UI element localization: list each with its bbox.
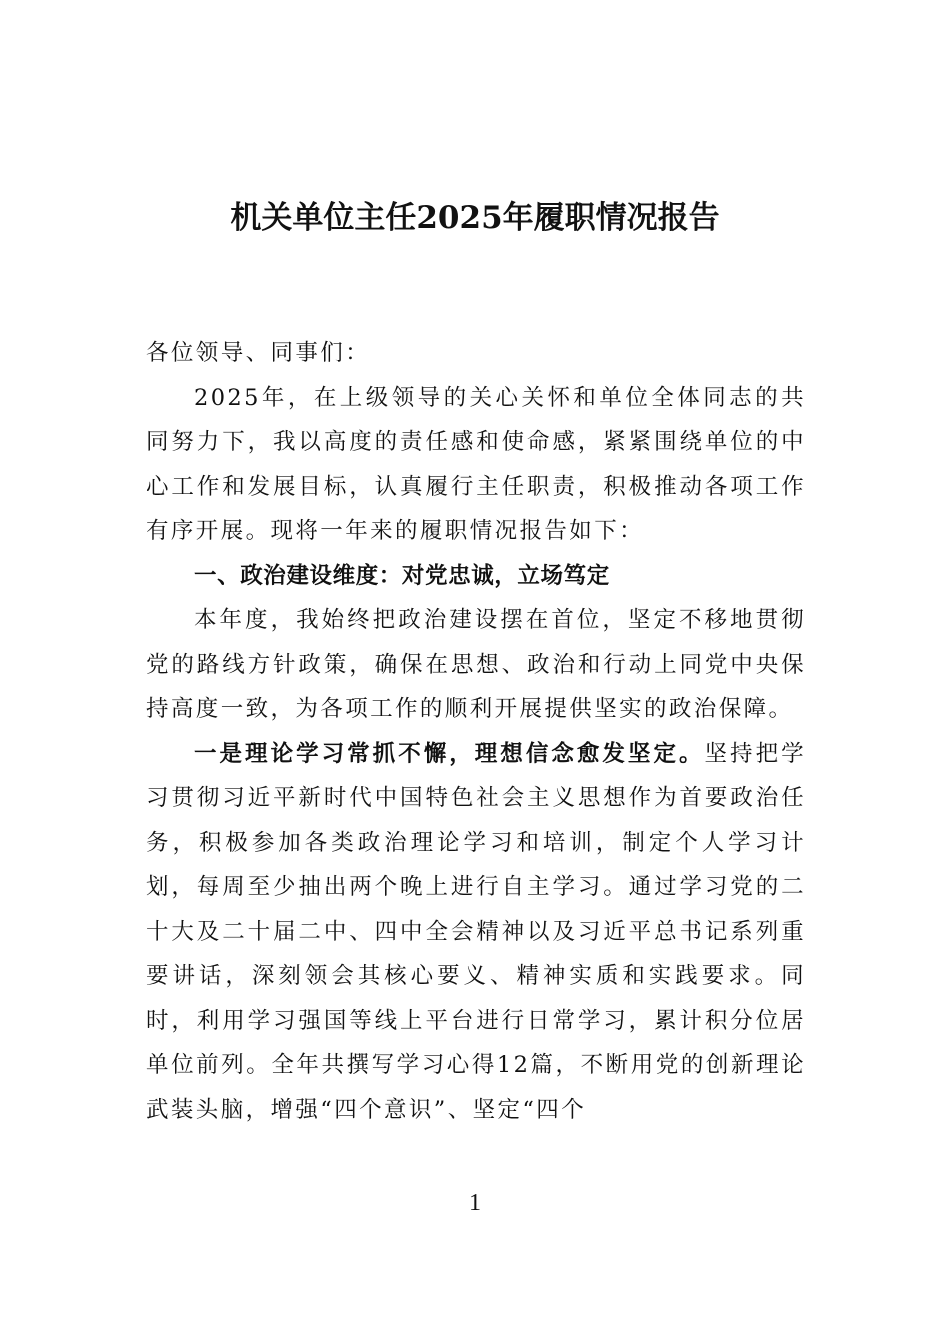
- intro-paragraph: 2025年，在上级领导的关心关怀和单位全体同志的共同努力下，我以高度的责任感和使命感，紧紧围绕单位的中心工作和发展目标，认真履行主任职责，积极推动各项工作有序开展。现将一年来的履职情况报告如下：: [146, 384, 806, 544]
- section-heading-1: 一、政治建设维度：对党忠诚，立场笃定: [194, 562, 610, 589]
- page-number: 1: [469, 1190, 481, 1216]
- section-1-paragraph: 本年度，我始终把政治建设摆在首位，坚定不移地贯彻党的路线方针政策，确保在思想、政治和行动上同党中央保持高度一致，为各项工作的顺利开展提供坚实的政治保障。: [146, 607, 806, 722]
- point-1-body: 坚持把学习贯彻习近平新时代中国特色社会主义思想作为首要政治任务，积极参加各类政治理论学习和培训，制定个人学习计划，每周至少抽出两个晚上进行自主学习。通过学习党的二十大及二十届二中、四中全会精神以及习近平总书记系列重要讲话，深刻领会其核心要义、精神实质和实践要求。同时，利用学习强国等线上平台进行日常学习，累计积分位居单位前列。全年共撰写学习心得12篇，不断用党的创新理论武装头脑，增强“四个意识”、坚定“四个: [146, 740, 806, 1123]
- salutation: 各位领导、同事们：: [146, 340, 371, 366]
- point-1-paragraph: [146, 732, 806, 1133]
- document-body: [146, 331, 806, 1132]
- point-1-lead: 一是理论学习常抓不懈，理想信念愈发坚定。: [194, 740, 705, 767]
- document-title: 机关单位主任2025年履职情况报告: [230, 200, 720, 236]
